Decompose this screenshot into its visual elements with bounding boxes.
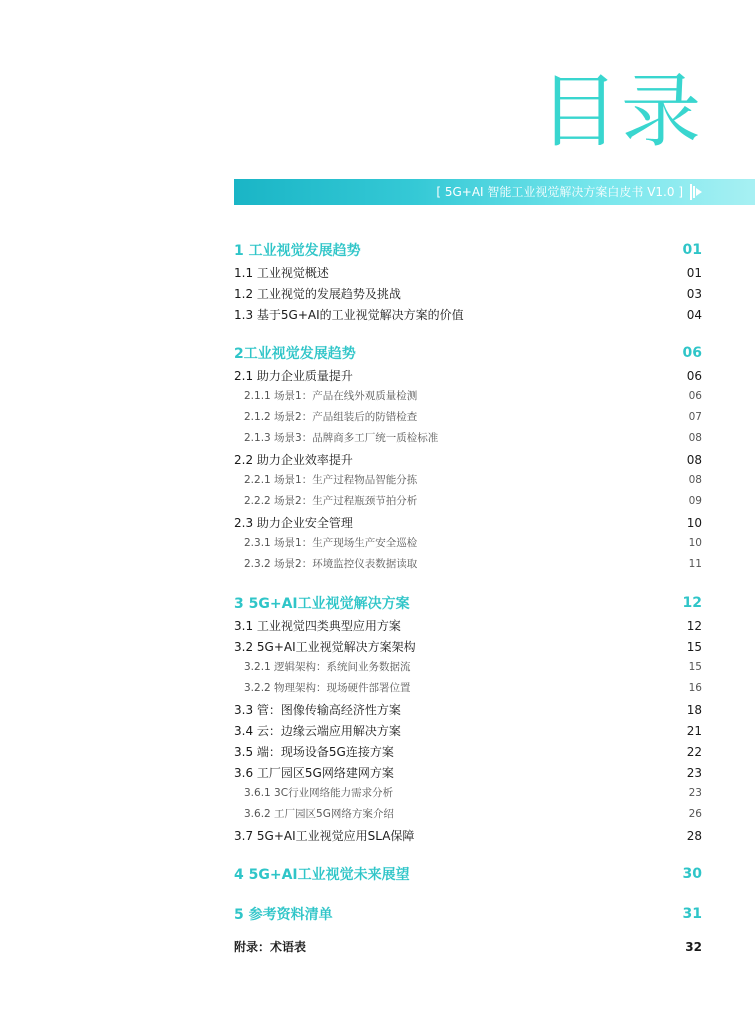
toc-section[interactable] [234, 264, 702, 285]
toc-appendix[interactable] [234, 938, 702, 960]
banner-text: [ 5G+AI 智能工业视觉解决方案白皮书 V1.0 ] [436, 185, 683, 199]
toc-subsection[interactable] [234, 493, 702, 514]
toc-page-number: 30 [682, 866, 702, 882]
toc-entry-title: 2.2.1 场景1：生产过程物品智能分拣 [244, 474, 418, 486]
toc-page-number: 15 [686, 640, 702, 654]
toc-subsection[interactable] [234, 535, 702, 556]
table-of-contents [234, 236, 702, 960]
page-title: 目录 [539, 65, 703, 158]
toc-chapter[interactable] [234, 339, 702, 367]
toc-page-number: 31 [682, 906, 702, 922]
toc-subsection[interactable] [234, 430, 702, 451]
toc-entry-title: 2.1 助力企业质量提升 [234, 369, 353, 383]
toc-entry-title: 4 5G+AI工业视觉未来展望 [234, 867, 410, 883]
toc-entry-title: 2.1.3 场景3：品牌商多工厂统一质检标准 [244, 432, 439, 444]
toc-entry-title: 2.3.1 场景1：生产现场生产安全巡检 [244, 537, 418, 549]
toc-page-number: 12 [686, 619, 702, 633]
toc-entry-title: 2工业视觉发展趋势 [234, 346, 356, 362]
toc-entry-title: 3.1 工业视觉四类典型应用方案 [234, 619, 401, 633]
toc-entry-title: 1.2 工业视觉的发展趋势及挑战 [234, 287, 401, 301]
toc-section[interactable] [234, 285, 702, 306]
toc-page-number: 22 [686, 745, 702, 759]
toc-entry-title: 1.3 基于5G+AI的工业视觉解决方案的价值 [234, 308, 464, 322]
toc-page-number: 12 [682, 595, 702, 611]
toc-page-number: 16 [688, 682, 702, 694]
toc-entry-title: 1.1 工业视觉概述 [234, 266, 329, 280]
toc-page-number: 06 [682, 345, 702, 361]
toc-section[interactable] [234, 743, 702, 764]
toc-entry-title: 3.6.2 工厂园区5G网络方案介绍 [244, 808, 394, 820]
toc-section[interactable] [234, 617, 702, 638]
toc-entry-title: 2.2 助力企业效率提升 [234, 453, 353, 467]
toc-page-number: 11 [688, 558, 702, 570]
toc-subsection[interactable] [234, 556, 702, 577]
toc-section[interactable] [234, 306, 702, 327]
toc-page-number: 18 [686, 703, 702, 717]
toc-page-number: 21 [686, 724, 702, 738]
toc-section[interactable] [234, 722, 702, 743]
toc-page-number: 23 [688, 787, 702, 799]
toc-page-number: 23 [686, 766, 702, 780]
toc-chapter[interactable] [234, 900, 702, 928]
arrow-tab-icon [689, 184, 703, 200]
toc-entry-title: 3.4 云：边缘云端应用解决方案 [234, 724, 401, 738]
toc-entry-title: 5 参考资料清单 [234, 907, 333, 923]
toc-section[interactable] [234, 764, 702, 785]
toc-section[interactable] [234, 367, 702, 388]
title-banner [234, 179, 755, 205]
toc-entry-title: 3.2 5G+AI工业视觉解决方案架构 [234, 640, 416, 654]
toc-entry-title: 3.2.1 逻辑架构：系统间业务数据流 [244, 661, 411, 673]
toc-subsection[interactable] [234, 680, 702, 701]
toc-chapter[interactable] [234, 860, 702, 888]
toc-subsection[interactable] [234, 659, 702, 680]
toc-section[interactable] [234, 701, 702, 722]
toc-page-number: 07 [688, 411, 702, 423]
toc-page-number: 06 [688, 390, 702, 402]
toc-page-number: 10 [688, 537, 702, 549]
toc-entry-title: 3.6.1 3C行业网络能力需求分析 [244, 787, 394, 799]
toc-entry-title: 3.5 端：现场设备5G连接方案 [234, 745, 394, 759]
toc-entry-title: 3.7 5G+AI工业视觉应用SLA保障 [234, 829, 415, 843]
toc-page-number: 04 [686, 308, 702, 322]
toc-entry-title: 3.3 管：图像传输高经济性方案 [234, 703, 401, 717]
toc-entry-title: 3 5G+AI工业视觉解决方案 [234, 596, 410, 612]
toc-page-number: 03 [686, 287, 702, 301]
toc-entry-title: 2.2.2 场景2：生产过程瓶颈节拍分析 [244, 495, 418, 507]
toc-subsection[interactable] [234, 472, 702, 493]
toc-page-number: 26 [688, 808, 702, 820]
toc-section[interactable] [234, 514, 702, 535]
toc-page-number: 08 [688, 474, 702, 486]
toc-entry-title: 2.1.2 场景2：产品组装后的防错检查 [244, 411, 418, 423]
toc-page-number: 01 [682, 242, 702, 258]
toc-subsection[interactable] [234, 409, 702, 430]
toc-page-number: 06 [686, 369, 702, 383]
toc-page-number: 01 [686, 266, 702, 280]
toc-page-number: 32 [685, 940, 702, 954]
toc-section[interactable] [234, 451, 702, 472]
toc-page-number: 28 [686, 829, 702, 843]
toc-subsection[interactable] [234, 785, 702, 806]
toc-subsection[interactable] [234, 388, 702, 409]
toc-subsection[interactable] [234, 806, 702, 827]
toc-entry-title: 1 工业视觉发展趋势 [234, 243, 361, 259]
toc-entry-title: 3.6 工厂园区5G网络建网方案 [234, 766, 394, 780]
toc-page-number: 15 [688, 661, 702, 673]
toc-page-number: 09 [688, 495, 702, 507]
toc-entry-title: 2.3.2 场景2：环境监控仪表数据读取 [244, 558, 418, 570]
toc-page-number: 08 [686, 453, 702, 467]
toc-section[interactable] [234, 638, 702, 659]
toc-entry-title: 2.1.1 场景1：产品在线外观质量检测 [244, 390, 418, 402]
toc-chapter[interactable] [234, 236, 702, 264]
toc-entry-title: 附录：术语表 [234, 940, 307, 954]
toc-page-number: 08 [688, 432, 702, 444]
toc-entry-title: 3.2.2 物理架构：现场硬件部署位置 [244, 682, 411, 694]
toc-section[interactable] [234, 827, 702, 848]
toc-entry-title: 2.3 助力企业安全管理 [234, 516, 353, 530]
toc-chapter[interactable] [234, 589, 702, 617]
toc-page-number: 10 [686, 516, 702, 530]
